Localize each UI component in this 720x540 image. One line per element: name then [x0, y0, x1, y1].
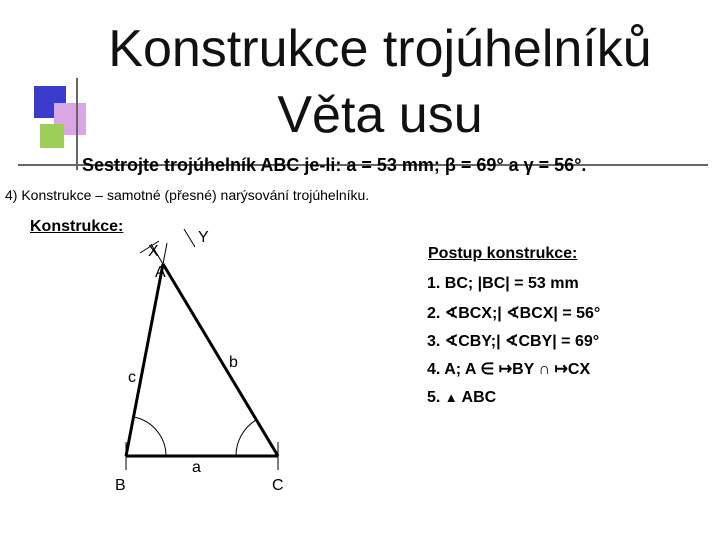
label-side-c: c: [128, 369, 136, 386]
triangle-symbol-icon: ▲: [444, 390, 458, 405]
procedure-step-5-number: 5.: [427, 389, 441, 406]
procedure-step-3: 3. ∢CBY;| ∢CBY| = 69°: [427, 333, 600, 350]
procedure-step-5-text: ABC: [461, 389, 497, 406]
tick-Y: [184, 229, 195, 247]
angle-arc-beta: [134, 417, 166, 456]
ray-BY-extension: [163, 243, 167, 264]
label-side-b: b: [229, 354, 238, 371]
slide-subtitle-heading: Věta usu: [277, 86, 483, 144]
label-A: A: [155, 264, 166, 281]
label-B: B: [115, 477, 126, 494]
side-c-line: [126, 264, 163, 456]
task-statement: Sestrojte trojúhelník ABC je-li: a = 53 mm; β = 69° a γ = 56°.: [82, 155, 587, 175]
side-b-line: [163, 264, 278, 456]
label-side-a: a: [192, 459, 201, 476]
procedure-step-4: 4. A; A ∈ ↦BY ∩ ↦CX: [427, 361, 591, 378]
step-description: 4) Konstrukce – samotné (přesné) narýsování trojúhelníku.: [5, 187, 370, 203]
label-X: X: [148, 243, 159, 260]
label-Y: Y: [198, 229, 209, 246]
construction-label: Konstrukce:: [30, 218, 124, 235]
procedure-step-2: 2. ∢BCX;| ∢BCX| = 56°: [427, 305, 601, 322]
procedure-step-1: 1. BC; |BC| = 53 mm: [427, 275, 579, 292]
angle-arc-gamma: [236, 420, 256, 456]
slide-title: Konstrukce trojúhelníků: [108, 20, 652, 78]
procedure-title: Postup konstrukce:: [428, 245, 578, 262]
label-C: C: [272, 477, 284, 494]
